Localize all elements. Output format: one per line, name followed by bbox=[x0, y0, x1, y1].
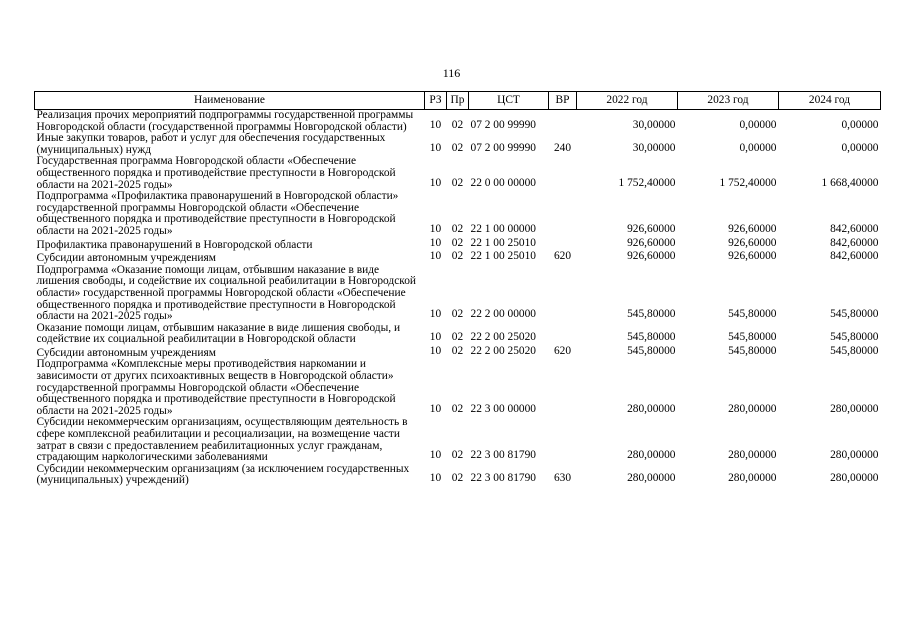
row-cst: 22 2 00 25020 bbox=[470, 331, 536, 344]
row-pr: 02 bbox=[451, 344, 464, 357]
row-cst: 22 3 00 00000 bbox=[470, 402, 536, 415]
row-cst: 22 0 00 00000 bbox=[470, 176, 536, 189]
row-pr: 02 bbox=[451, 308, 464, 321]
header-vr: ВР bbox=[549, 92, 577, 110]
row-2024: 0,00000 bbox=[841, 118, 879, 131]
table-row bbox=[35, 133, 881, 156]
row-2023: 926,60000 bbox=[728, 236, 777, 249]
row-2022: 280,00000 bbox=[627, 449, 676, 462]
row-2023: 926,60000 bbox=[728, 250, 777, 263]
row-vr: 240 bbox=[553, 141, 572, 154]
table-row bbox=[35, 359, 881, 417]
row-rz: 10 bbox=[429, 472, 442, 485]
row-2023: 926,60000 bbox=[728, 222, 777, 235]
row-2023: 280,00000 bbox=[728, 402, 777, 415]
row-cst: 22 1 00 25010 bbox=[470, 250, 536, 263]
row-vr bbox=[549, 323, 577, 346]
row-2023: 0,00000 bbox=[739, 118, 777, 131]
table-row bbox=[35, 238, 881, 252]
table-row bbox=[35, 265, 881, 323]
header-cst: ЦСТ bbox=[469, 92, 549, 110]
row-name: Субсидии некоммерческим организациям, осуществляющим деятельность в сфере комплексной реабилитации и ресоциализации, на возмещение части затрат в связи с предоставлением реабилитационных услуг гражданам, страдающим наркологическими заболеваниями bbox=[36, 416, 408, 464]
row-2022: 926,60000 bbox=[627, 236, 676, 249]
header-2024: 2024 год bbox=[779, 92, 881, 110]
row-2024: 545,80000 bbox=[830, 344, 879, 357]
row-pr: 02 bbox=[451, 449, 464, 462]
row-vr bbox=[549, 359, 577, 417]
row-pr: 02 bbox=[451, 402, 464, 415]
row-name: Профилактика правонарушений в Новгородской области bbox=[36, 238, 313, 251]
row-rz: 10 bbox=[429, 308, 442, 321]
page-number: 116 bbox=[442, 66, 461, 80]
row-rz: 10 bbox=[429, 331, 442, 344]
table-row bbox=[35, 323, 881, 346]
row-name: Субсидии автономным учреждениям bbox=[36, 252, 216, 265]
row-pr: 02 bbox=[451, 176, 464, 189]
header-pr: Пр bbox=[447, 92, 469, 110]
row-2022: 30,00000 bbox=[632, 118, 676, 131]
row-pr: 02 bbox=[451, 472, 464, 485]
row-cst: 07 2 00 99990 bbox=[470, 141, 536, 154]
header-2023: 2023 год bbox=[678, 92, 779, 110]
row-2022: 280,00000 bbox=[627, 402, 676, 415]
row-2022: 1 752,40000 bbox=[618, 176, 676, 189]
header-row bbox=[35, 92, 881, 110]
row-2023: 545,80000 bbox=[728, 344, 777, 357]
row-rz: 10 bbox=[429, 118, 442, 131]
row-cst: 22 1 00 00000 bbox=[470, 222, 536, 235]
row-cst: 22 3 00 81790 bbox=[470, 449, 536, 462]
row-2024: 280,00000 bbox=[830, 449, 879, 462]
budget-table bbox=[34, 91, 881, 487]
row-rz: 10 bbox=[429, 449, 442, 462]
row-rz: 10 bbox=[429, 236, 442, 249]
row-name: Оказание помощи лицам, отбывшим наказание в виде лишения свободы, и содействие их социальной реабилитации в Новгородской области bbox=[36, 321, 401, 346]
table-row bbox=[35, 251, 881, 265]
row-name: Субсидии автономным учреждениям bbox=[36, 346, 216, 359]
row-name: Субсидии некоммерческим организациям (за исключением государственных (муниципальных) учреждений) bbox=[36, 462, 410, 487]
row-2022: 545,80000 bbox=[627, 308, 676, 321]
table-row bbox=[35, 110, 881, 134]
row-2024: 842,60000 bbox=[830, 222, 879, 235]
row-rz: 10 bbox=[429, 250, 442, 263]
header-rz: РЗ bbox=[425, 92, 447, 110]
row-cst: 07 2 00 99990 bbox=[470, 118, 536, 131]
row-pr: 02 bbox=[451, 250, 464, 263]
row-name: Иные закупки товаров, работ и услуг для обеспечения государственных (муниципальных) нужд bbox=[36, 132, 386, 156]
row-vr bbox=[549, 265, 577, 323]
row-cst: 22 3 00 81790 bbox=[470, 472, 536, 485]
row-name: Подпрограмма «Оказание помощи лицам, отбывшим наказание в виде лишения свободы, и содействие их социальной реабилитации в Новгородской области» государственной программы Новгородской области «Обеспечение общественного порядка и противодействие преступности в Новгородской области на 2021-2025 годы» bbox=[36, 263, 417, 323]
row-2023: 545,80000 bbox=[728, 308, 777, 321]
row-2024: 545,80000 bbox=[830, 331, 879, 344]
table-row bbox=[35, 417, 881, 463]
row-2022: 545,80000 bbox=[627, 344, 676, 357]
row-vr bbox=[549, 191, 577, 237]
row-2024: 280,00000 bbox=[830, 402, 879, 415]
table-row bbox=[35, 156, 881, 191]
row-name: Подпрограмма «Профилактика правонарушений в Новгородской области» государственной программы Новгородской области «Обеспечение общественного порядка и противодействие преступности в Новгородской области на 2021-2025 годы» bbox=[36, 190, 399, 237]
row-vr bbox=[549, 156, 577, 191]
row-vr bbox=[549, 110, 577, 134]
row-2024: 1 668,40000 bbox=[821, 176, 879, 189]
row-2022: 280,00000 bbox=[627, 472, 676, 485]
row-2023: 280,00000 bbox=[728, 472, 777, 485]
row-name: Государственная программа Новгородской области «Обеспечение общественного порядка и противодействие преступности в Новгородской области на 2021-2025 годы» bbox=[36, 155, 396, 191]
row-pr: 02 bbox=[451, 236, 464, 249]
row-2023: 1 752,40000 bbox=[719, 176, 777, 189]
row-name: Подпрограмма «Комплексные меры противодействия наркомании и зависимости от других психоактивных веществ в Новгородской области» государственной программы Новгородской области «Обеспечение общественного порядка и противодействие преступности в Новгородской области на 2021-2025 годы» bbox=[36, 358, 396, 417]
row-pr: 02 bbox=[451, 118, 464, 131]
table-row bbox=[35, 346, 881, 360]
table-row bbox=[35, 191, 881, 237]
row-2024: 280,00000 bbox=[830, 472, 879, 485]
row-rz: 10 bbox=[429, 222, 442, 235]
row-2024: 842,60000 bbox=[830, 250, 879, 263]
row-name: Реализация прочих мероприятий подпрограммы государственной программы Новгородской области (государственной программы Новгородской области) bbox=[36, 109, 414, 133]
row-rz: 10 bbox=[429, 176, 442, 189]
table-row bbox=[35, 464, 881, 487]
row-2022: 30,00000 bbox=[632, 141, 676, 154]
row-cst: 22 1 00 25010 bbox=[470, 236, 536, 249]
row-vr: 620 bbox=[553, 250, 572, 263]
row-2022: 545,80000 bbox=[627, 331, 676, 344]
row-vr: 620 bbox=[553, 344, 572, 357]
row-2024: 842,60000 bbox=[830, 236, 879, 249]
row-vr bbox=[549, 417, 577, 463]
row-rz: 10 bbox=[429, 344, 442, 357]
row-2023: 0,00000 bbox=[739, 141, 777, 154]
row-pr: 02 bbox=[451, 331, 464, 344]
row-2023: 280,00000 bbox=[728, 449, 777, 462]
row-2023: 545,80000 bbox=[728, 331, 777, 344]
row-cst: 22 2 00 00000 bbox=[470, 308, 536, 321]
row-cst: 22 2 00 25020 bbox=[470, 344, 536, 357]
row-rz: 10 bbox=[429, 141, 442, 154]
header-2022: 2022 год bbox=[577, 92, 678, 110]
row-vr bbox=[549, 238, 577, 252]
row-pr: 02 bbox=[451, 141, 464, 154]
header-name: Наименование bbox=[35, 92, 425, 110]
row-2024: 0,00000 bbox=[841, 141, 879, 154]
row-vr: 630 bbox=[553, 472, 572, 485]
row-2022: 926,60000 bbox=[627, 250, 676, 263]
row-rz: 10 bbox=[429, 402, 442, 415]
row-pr: 02 bbox=[451, 222, 464, 235]
row-2024: 545,80000 bbox=[830, 308, 879, 321]
row-2022: 926,60000 bbox=[627, 222, 676, 235]
